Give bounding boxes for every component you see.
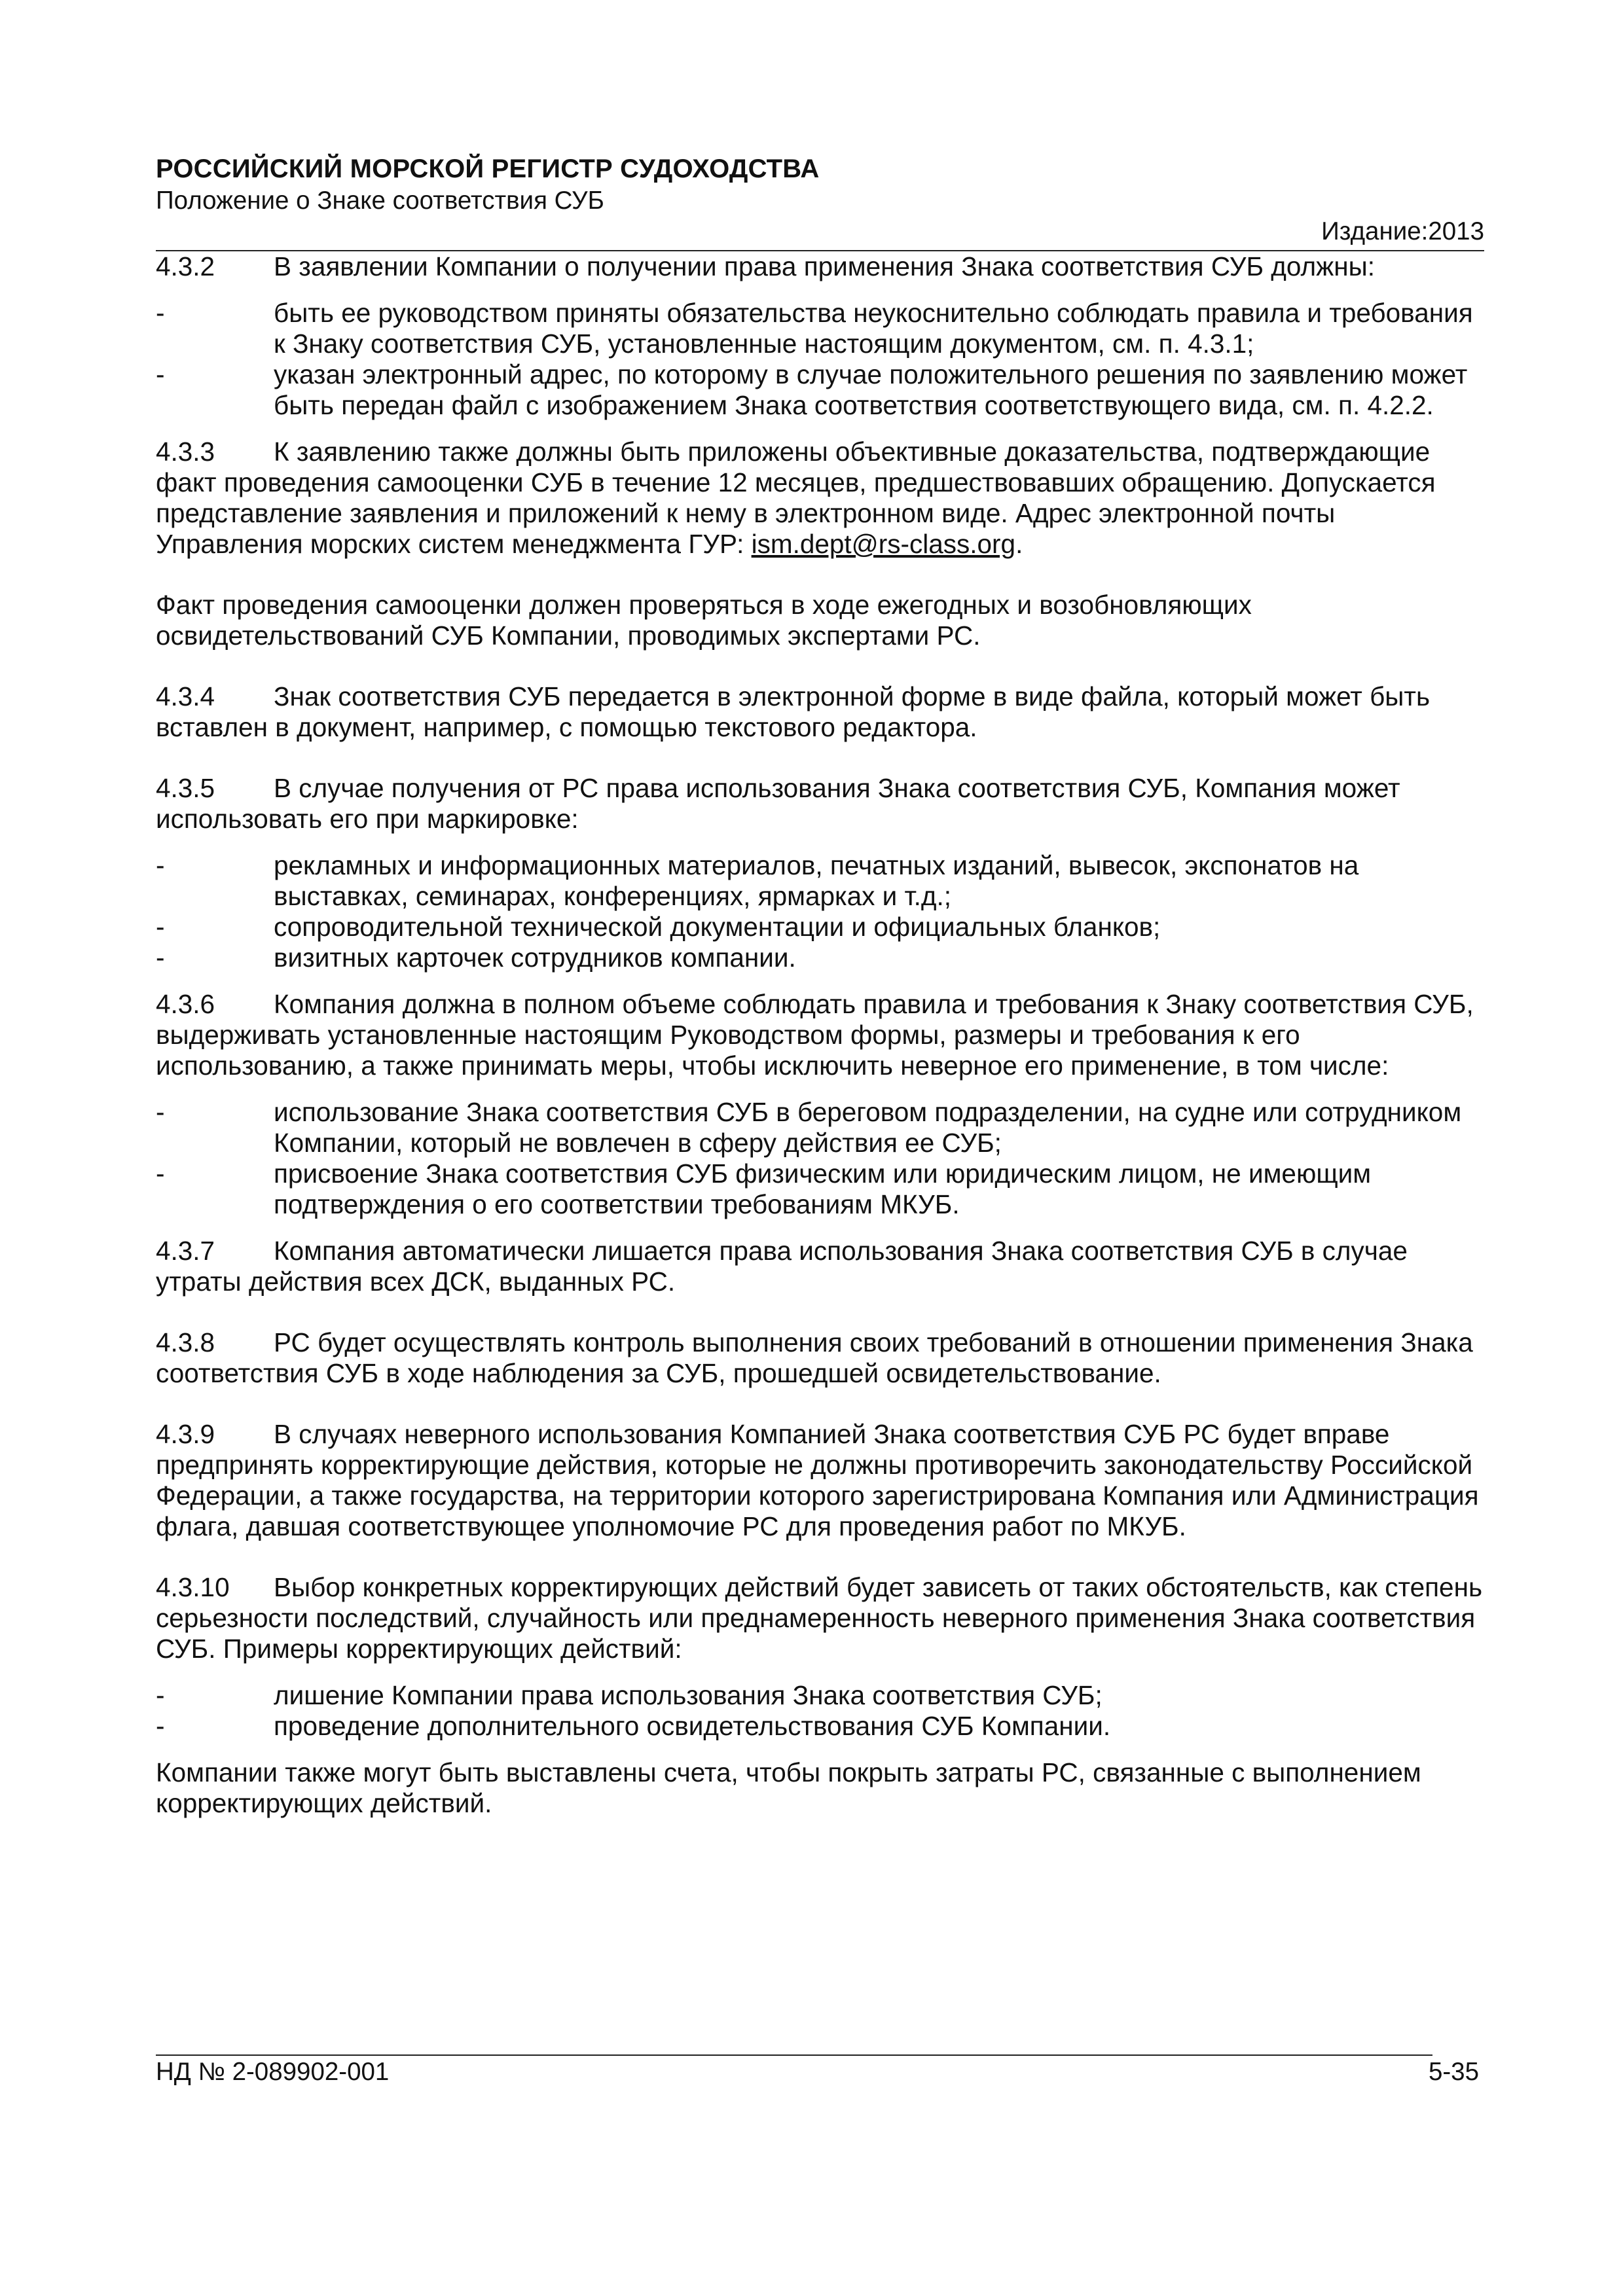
- edition-label: Издание:2013: [1321, 217, 1484, 245]
- section-4-3-3: [156, 437, 1484, 560]
- list-item: [156, 1097, 1484, 1158]
- list-item-text: использование Знака соответствия СУБ в береговом подразделении, на судне или сотрудником Компании, который не вовлечен в сферу действия ее СУБ;: [274, 1097, 1462, 1158]
- section-number: 4.3.9: [156, 1419, 215, 1449]
- document-title: Положение о Знаке соответствия СУБ: [156, 187, 604, 215]
- section-text: Выбор конкретных корректирующих действий будет зависеть от таких обстоятельств, как степень серьезности последствий, случайность или преднамеренность неверного применения Знака соответствия СУБ. Примеры корректирующих действий:: [156, 1572, 1483, 1664]
- section-text: РС будет осуществлять контроль выполнения своих требований в отношении применения Знака соответствия СУБ в ходе наблюдения за СУБ, прошедшей освидетельствование.: [156, 1327, 1473, 1388]
- list-item-text: указан электронный адрес, по которому в случае положительного решения по заявлению может быть передан файл с изображением Знака соответствия соответствующего вида, см. п. 4.2.2.: [274, 359, 1468, 420]
- bullet-dash: -: [156, 1097, 165, 1127]
- bullet-dash: -: [156, 298, 165, 328]
- bullet-dash: -: [156, 1711, 165, 1741]
- list-item-text: рекламных и информационных материалов, печатных изданий, вывесок, экспонатов на выставках, семинарах, конференциях, ярмарках и т.д.;: [274, 850, 1359, 911]
- section-4-3-2: [156, 251, 1484, 282]
- section-text: Компания должна в полном объеме соблюдать правила и требования к Знаку соответствия СУБ, выдерживать установленные настоящим Руководством формы, размеры и требования к его использованию, а также принимать меры, чтобы исключить неверное его применение, в том числе:: [156, 989, 1474, 1081]
- section-text-tail: .: [1015, 529, 1023, 559]
- section-4-3-5: [156, 773, 1484, 834]
- list-item: [156, 1158, 1484, 1220]
- section-number: 4.3.10: [156, 1572, 230, 1602]
- closing-note: Компании также могут быть выставлены счета, чтобы покрыть затраты РС, связанные с выполнением корректирующих действий.: [156, 1757, 1421, 1818]
- section-text: Знак соответствия СУБ передается в электронной форме в виде файла, который может быть вставлен в документ, например, с помощью текстового редактора.: [156, 681, 1431, 742]
- section-number: 4.3.5: [156, 773, 215, 803]
- section-number: 4.3.3: [156, 437, 215, 467]
- section-text: В случаях неверного использования Компанией Знака соответствия СУБ РС будет вправе предпринять корректирующие действия, которые не должны противоречить законодательству Российской Федерации, а также государства, на территории которого зарегистрирована Компания или Администрация флага, давшая соответствующее уполномочие РС для проведения работ по МКУБ.: [156, 1419, 1479, 1541]
- document-number: НД № 2-089902-001: [156, 2058, 390, 2086]
- list-item-text: сопроводительной технической документации и официальных бланков;: [274, 912, 1161, 942]
- section-text: Компания автоматически лишается права использования Знака соответствия СУБ в случае утраты действия всех ДСК, выданных РС.: [156, 1236, 1408, 1297]
- organization-name: РОССИЙСКИЙ МОРСКОЙ РЕГИСТР СУДОХОДСТВА: [156, 154, 820, 183]
- list-item: [156, 912, 1484, 942]
- section-text: В случае получения от РС права использования Знака соответствия СУБ, Компания может использовать его при маркировке:: [156, 773, 1400, 834]
- bullet-dash: -: [156, 942, 165, 973]
- page-number: 5-35: [1428, 2058, 1479, 2086]
- section-4-3-4: [156, 681, 1484, 743]
- document-body: [156, 251, 1484, 1819]
- list-item: [156, 298, 1484, 359]
- section-text: В заявлении Компании о получении права применения Знака соответствия СУБ должны:: [274, 251, 1375, 281]
- list-item: [156, 1680, 1484, 1711]
- email-link[interactable]: ism.dept@rs-class.org: [751, 529, 1016, 559]
- section-number: 4.3.6: [156, 989, 215, 1019]
- bullet-dash: -: [156, 1680, 165, 1710]
- section-4-3-9: [156, 1419, 1484, 1542]
- footer-divider: [156, 2054, 1432, 2056]
- bullet-dash: -: [156, 359, 165, 389]
- section-number: 4.3.4: [156, 681, 215, 711]
- list-item-text: быть ее руководством приняты обязательства неукоснительно соблюдать правила и требования к Знаку соответствия СУБ, установленные настоящим документом, см. п. 4.3.1;: [274, 298, 1473, 359]
- section-number: 4.3.2: [156, 251, 215, 281]
- list-item-text: проведение дополнительного освидетельствования СУБ Компании.: [274, 1711, 1111, 1741]
- list-item-text: присвоение Знака соответствия СУБ физическим или юридическим лицом, не имеющим подтверждения о его соответствии требованиям МКУБ.: [274, 1158, 1372, 1219]
- section-4-3-3-note: Факт проведения самооценки должен проверяться в ходе ежегодных и возобновляющих освидетельствований СУБ Компании, проводимых экспертами РС.: [156, 590, 1252, 651]
- section-4-3-6: [156, 989, 1484, 1081]
- list-item-text: лишение Компании права использования Знака соответствия СУБ;: [274, 1680, 1103, 1710]
- section-4-3-10: [156, 1572, 1484, 1664]
- bullet-dash: -: [156, 850, 165, 880]
- list-item: [156, 359, 1484, 421]
- bullet-dash: -: [156, 1158, 165, 1189]
- section-number: 4.3.8: [156, 1327, 215, 1357]
- section-number: 4.3.7: [156, 1236, 215, 1266]
- list-item: [156, 850, 1484, 912]
- bullet-dash: -: [156, 912, 165, 942]
- section-text: К заявлению также должны быть приложены объективные доказательства, подтверждающие факт проведения самооценки СУБ в течение 12 месяцев, предшествовавших обращению. Допускается представление заявления и приложений к нему в электронном виде. Адрес электронной почты Управления морских систем менеджмента ГУР:: [156, 437, 1436, 559]
- section-4-3-7: [156, 1236, 1484, 1297]
- section-4-3-8: [156, 1327, 1484, 1389]
- list-item: [156, 942, 1484, 973]
- list-item: [156, 1711, 1484, 1742]
- list-item-text: визитных карточек сотрудников компании.: [274, 942, 796, 973]
